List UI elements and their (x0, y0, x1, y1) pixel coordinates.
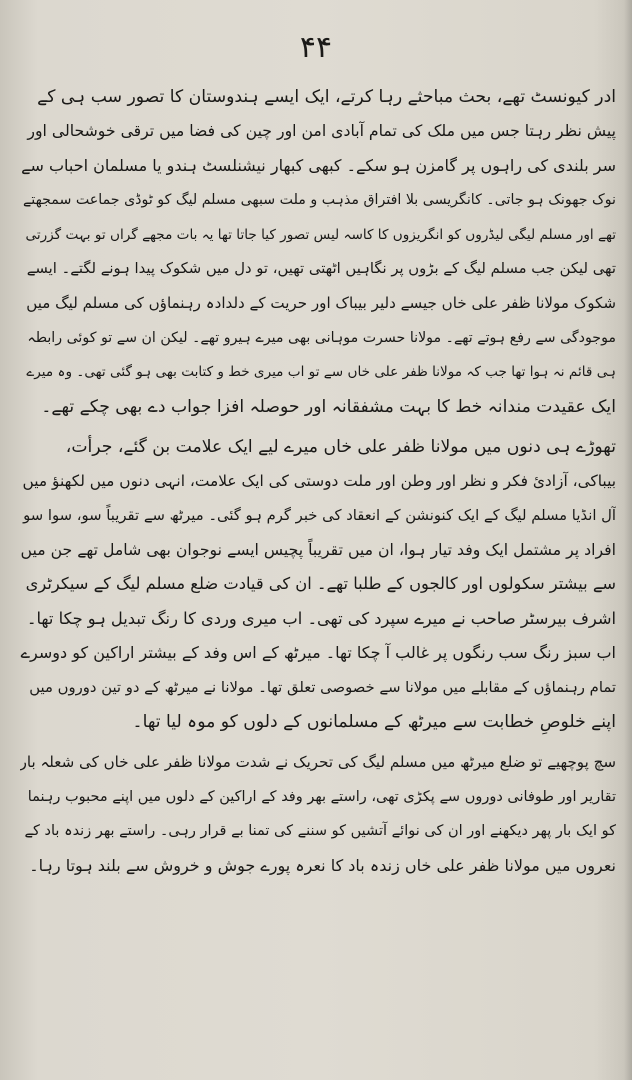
text-line: موجودگی سے رفع ہوتے تھے۔ مولانا حسرت موہانی بھی میرے ہیرو تھے۔ لیکن ان سے تو کوئی رابطہ (27, 329, 616, 346)
text-line: ہی قائم نہ ہوا تھا جب کہ مولانا ظفر علی خاں سے تو اب میری خط و کتابت بھی ہو گئی تھی۔ وہ میرے (26, 364, 616, 381)
text-line: آل انڈیا مسلم لیگ کے ایک کنونشن کے انعقاد کی خبر گرم ہو گئی۔ میرٹھ سے تقریباً سو، سوا سو (23, 506, 616, 524)
text-line: تھے اور مسلم لیگی لیڈروں کو انگریزوں کا کاسہ لیس تصور کیا جاتا تھا یہ بات مجھے گراں تو بہت گزرتی (25, 226, 616, 243)
text-line: اشرف بیرسٹر صاحب نے میرے سپرد کی تھی۔ اب میری وردی کا رنگ تبدیل ہو چکا تھا۔ (26, 608, 616, 628)
text-line: سے بیشتر سکولوں اور کالجوں کے طلبا تھے۔ ان کی قیادت ضلع مسلم لیگ کے سیکرٹری (25, 574, 616, 594)
paragraph (20, 745, 616, 883)
text-line: بیباکی، آزادئ فکر و نظر اور وطن اور ملت دوستی کی ایک علامت، انہی دنوں میں لکھنؤ میں (22, 472, 616, 491)
page-number: ۴۴ (299, 30, 333, 65)
text-line: تھی لیکن جب مسلم لیگ کے بڑوں پر نگاہیں اٹھتی تھیں، تو دل میں شکوک پیدا ہونے لگتے۔ ایسے (26, 259, 616, 277)
paragraph (20, 430, 616, 740)
page-body (20, 80, 616, 883)
paragraph (20, 80, 616, 424)
page-edge-shadow (624, 0, 632, 1080)
text-line: سر بلندی کی راہوں پر گامزن ہو سکے۔ کبھی کبھار نیشنلسٹ ہندو یا مسلمان احباب سے (21, 155, 616, 175)
text-line: شکوک مولانا ظفر علی خاں جیسے دلیر بیباک اور حریت کے دلدادہ رہنماؤں کی مسلم لیگ میں (26, 294, 616, 313)
text-line: تقاریر اور طوفانی دوروں سے پکڑی تھی، راستے بھر وفد کے اراکین کے دلوں میں اپنے محبوب رہنما (27, 788, 616, 805)
text-line: اب سبز رنگ سب رنگوں پر غالب آ چکا تھا۔ میرٹھ کے اس وفد کے بیشتر اراکین کو دوسرے (20, 643, 616, 663)
text-line: نوک جھونک ہو جاتی۔ کانگریسی بلا افتراق مذہب و ملت سبھی مسلم لیگ کو ٹوڈی جماعت سمجھتے (22, 192, 616, 209)
text-line: سچ پوچھیے تو ضلع میرٹھ میں مسلم لیگ کی تحریک نے شدت مولانا ظفر علی خاں کی شعلہ بار (20, 753, 616, 772)
text-line: نعروں میں مولانا ظفر علی خاں زندہ باد کا نعرہ پورے جوش و خروش سے بلند ہوتا رہا۔ (29, 855, 616, 875)
text-line: پیش نظر رہتا جس میں ملک کی تمام آبادی امن اور چین کی فضا میں ترقی خوشحالی اور (27, 121, 616, 141)
text-line: اپنے خلوصِ خطابت سے میرٹھ کے مسلمانوں کے دلوں کو موہ لیا تھا۔ (132, 712, 616, 733)
text-line: ادر کیونسٹ تھے، بحث مباحثے رہا کرتے، ایک ایسے ہندوستان کا تصور سب ہی کے (37, 87, 616, 107)
text-line: ایک عقیدت مندانہ خط کا بہت مشفقانہ اور حوصلہ افزا جواب دے بھی چکے تھے۔ (41, 396, 616, 417)
text-line: تمام رہنماؤں کے مقابلے میں مولانا سے خصوصی تعلق تھا۔ مولانا نے میرٹھ کے دو تین دوروں میں (29, 678, 616, 696)
text-line: تھوڑے ہی دنوں میں مولانا ظفر علی خاں میرے لیے ایک علامت بن گئے، جرأت، (65, 436, 616, 457)
text-line: افراد پر مشتمل ایک وفد تیار ہوا، ان میں تقریباً پچیس ایسے نوجوان بھی شامل تھے جن میں (20, 540, 616, 560)
text-line: کو ایک بار پھر دیکھنے اور ان کی نوائے آتشیں کو سننے کی تمنا بے قرار رہی۔ راستے بھر زندہ باد کے (24, 823, 616, 840)
